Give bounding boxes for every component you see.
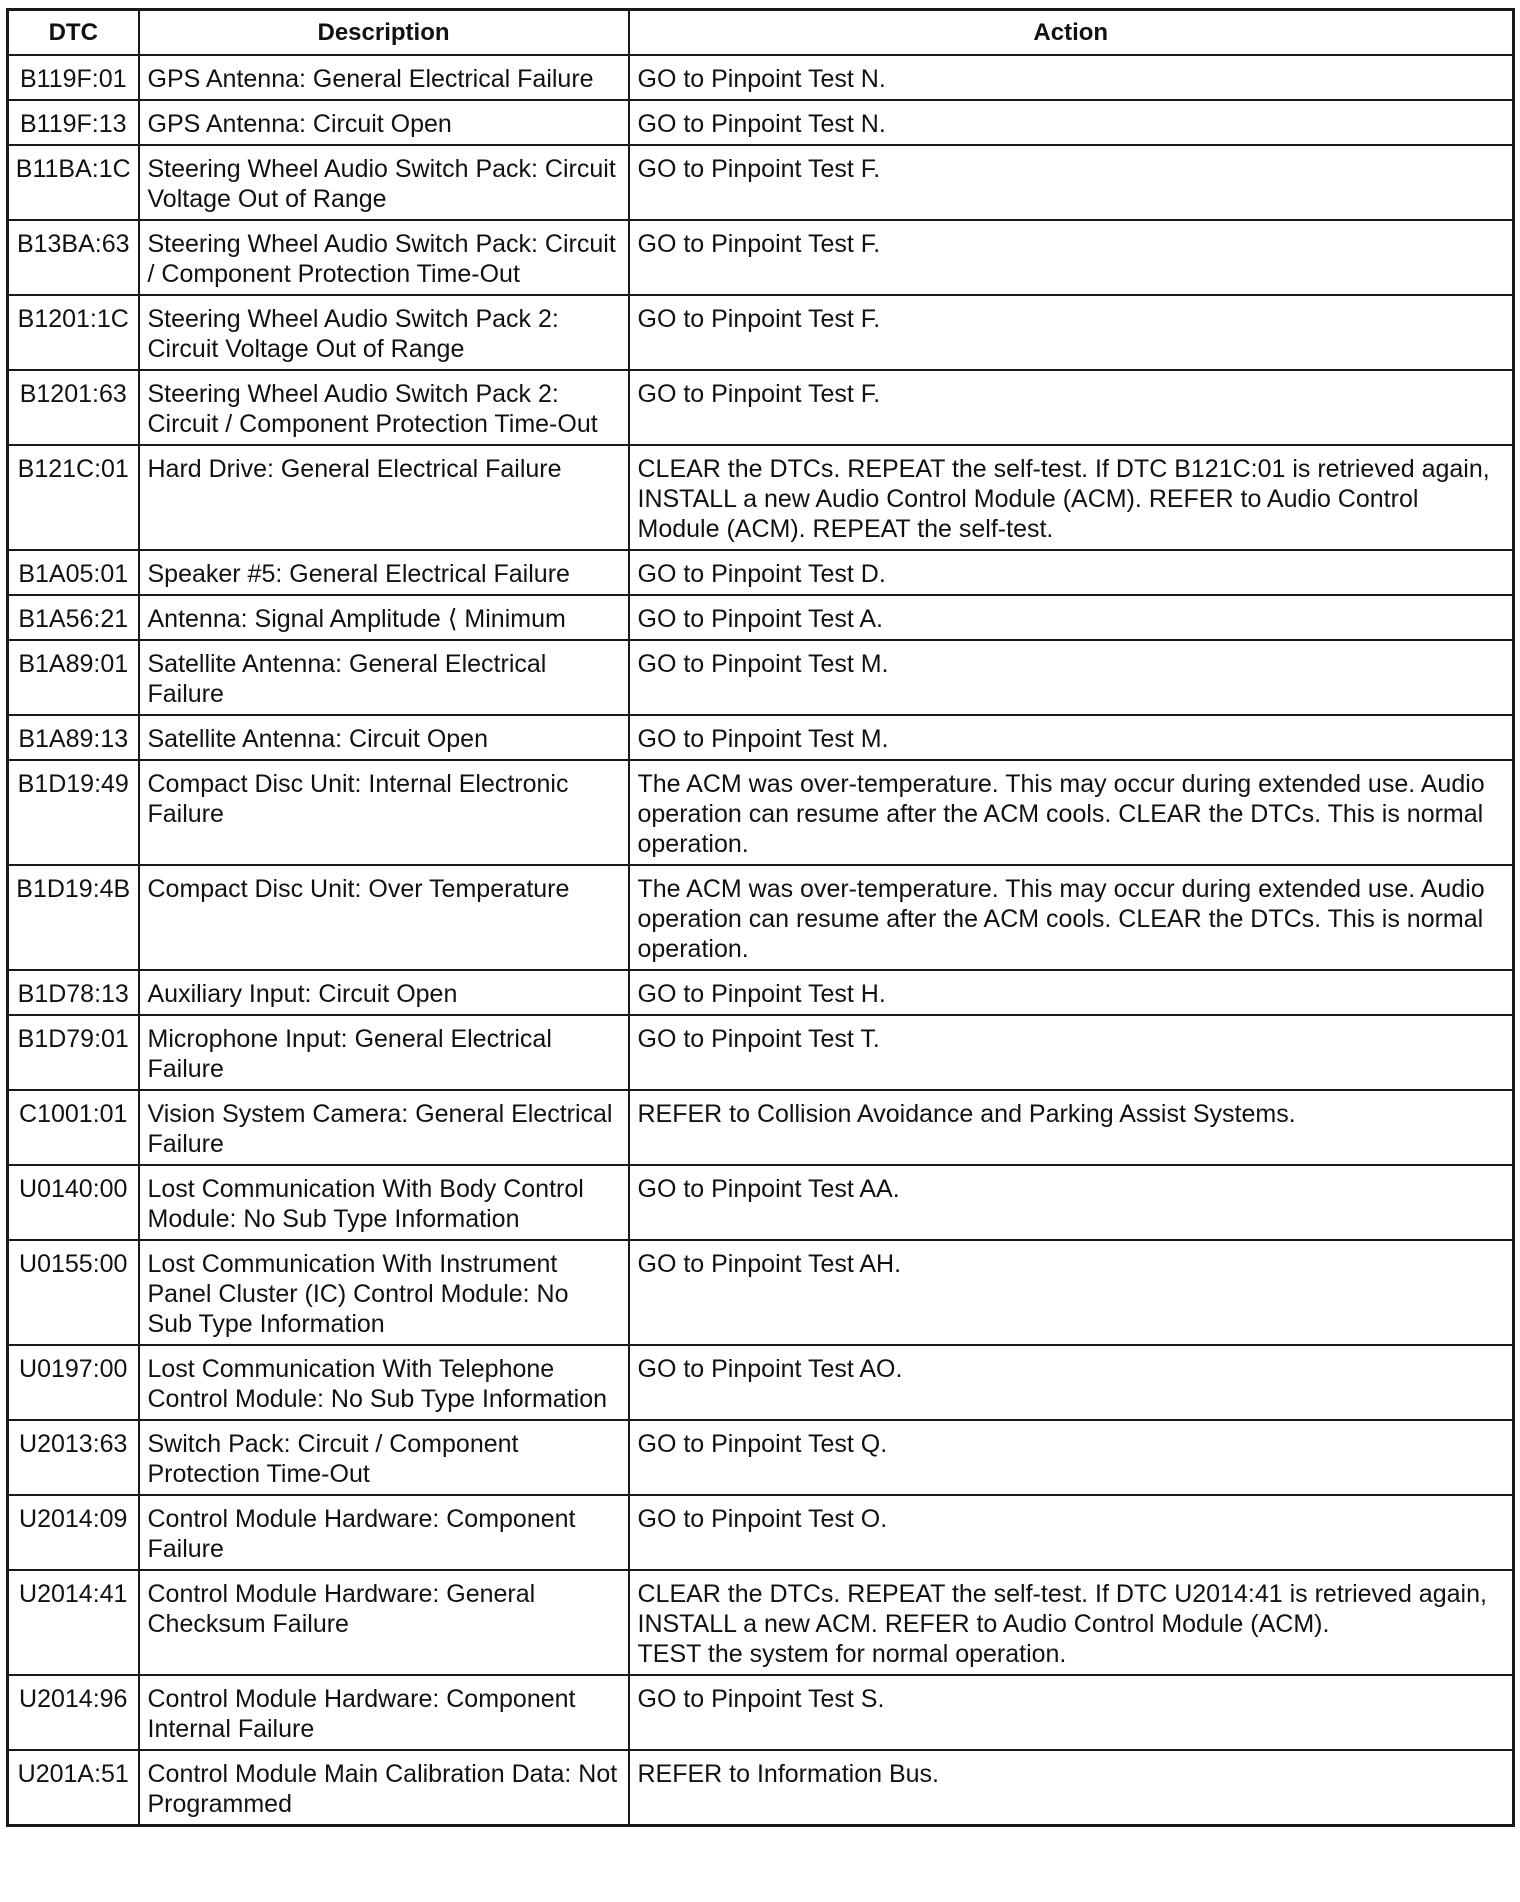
action-text: GO to Pinpoint Test T. — [637, 1025, 880, 1053]
dtc-description: Lost Communication With Telephone Control Module: No Sub Type Information — [139, 1345, 629, 1420]
dtc-code: B1A89:01 — [8, 640, 139, 715]
dtc-action — [629, 295, 1514, 370]
action-text: GO to Pinpoint Test F. — [637, 155, 881, 183]
dtc-code: U2014:96 — [8, 1675, 139, 1750]
dtc-description: Switch Pack: Circuit / Component Protection Time-Out — [139, 1420, 629, 1495]
dtc-description: Control Module Hardware: Component Failure — [139, 1495, 629, 1570]
dtc-code: B1D78:13 — [8, 970, 139, 1015]
dtc-description: Hard Drive: General Electrical Failure — [139, 445, 629, 550]
dtc-action — [629, 1345, 1514, 1420]
action-text: GO to Pinpoint Test AA. — [637, 1175, 900, 1203]
dtc-description: Steering Wheel Audio Switch Pack 2: Circuit / Component Protection Time-Out — [139, 370, 629, 445]
action-text: CLEAR the DTCs. REPEAT the self-test. If DTC B121C:01 is retrieved again, INSTALL a new Audio Control Module (ACM). REFER to Audio Control Module (ACM). REPEAT the self-test. — [637, 455, 1490, 543]
dtc-code: U2013:63 — [8, 1420, 139, 1495]
table-row — [8, 55, 1514, 100]
dtc-description: Vision System Camera: General Electrical Failure — [139, 1090, 629, 1165]
action-text: GO to Pinpoint Test F. — [637, 305, 881, 333]
dtc-description: Satellite Antenna: Circuit Open — [139, 715, 629, 760]
table-row — [8, 1090, 1514, 1165]
table-row — [8, 760, 1514, 865]
dtc-action — [629, 640, 1514, 715]
dtc-code: U201A:51 — [8, 1750, 139, 1826]
table-row — [8, 970, 1514, 1015]
dtc-description: Speaker #5: General Electrical Failure — [139, 550, 629, 595]
action-text: GO to Pinpoint Test S. — [637, 1685, 885, 1713]
dtc-action — [629, 1165, 1514, 1240]
dtc-code: U0197:00 — [8, 1345, 139, 1420]
action-text: The ACM was over-temperature. This may occur during extended use. Audio operation can resume after the ACM cools. CLEAR the DTCs. This is normal operation. — [637, 875, 1485, 963]
action-text: GO to Pinpoint Test M. — [637, 650, 889, 678]
dtc-action — [629, 1570, 1514, 1675]
table-row — [8, 1015, 1514, 1090]
dtc-code: U2014:41 — [8, 1570, 139, 1675]
dtc-code: B1D19:49 — [8, 760, 139, 865]
dtc-description: Antenna: Signal Amplitude ⟨ Minimum — [139, 595, 629, 640]
dtc-code: B119F:13 — [8, 100, 139, 145]
dtc-action — [629, 1015, 1514, 1090]
dtc-action — [629, 970, 1514, 1015]
dtc-description: Lost Communication With Body Control Module: No Sub Type Information — [139, 1165, 629, 1240]
table-row — [8, 640, 1514, 715]
action-text: TEST the system for normal operation. — [637, 1640, 1067, 1668]
table-row — [8, 715, 1514, 760]
action-text: REFER to Information Bus. — [637, 1760, 940, 1788]
action-text: REFER to Collision Avoidance and Parking Assist Systems. — [637, 1100, 1296, 1128]
action-text: GO to Pinpoint Test D. — [637, 560, 886, 588]
action-text: GO to Pinpoint Test M. — [637, 725, 889, 753]
dtc-code: B1D19:4B — [8, 865, 139, 970]
dtc-code: B119F:01 — [8, 55, 139, 100]
header-action: Action — [629, 10, 1514, 56]
dtc-code: U2014:09 — [8, 1495, 139, 1570]
action-text: GO to Pinpoint Test N. — [637, 110, 886, 138]
dtc-description: Steering Wheel Audio Switch Pack 2: Circuit Voltage Out of Range — [139, 295, 629, 370]
dtc-action — [629, 865, 1514, 970]
dtc-description: Satellite Antenna: General Electrical Failure — [139, 640, 629, 715]
dtc-description: Compact Disc Unit: Internal Electronic Failure — [139, 760, 629, 865]
dtc-code: B1A89:13 — [8, 715, 139, 760]
table-row — [8, 370, 1514, 445]
dtc-code: U0140:00 — [8, 1165, 139, 1240]
dtc-action — [629, 55, 1514, 100]
dtc-action — [629, 1675, 1514, 1750]
action-text: GO to Pinpoint Test A. — [637, 605, 884, 633]
dtc-action — [629, 715, 1514, 760]
action-text: GO to Pinpoint Test AO. — [637, 1355, 903, 1383]
action-text: GO to Pinpoint Test H. — [637, 980, 886, 1008]
table-row — [8, 865, 1514, 970]
table-row — [8, 595, 1514, 640]
dtc-code: B121C:01 — [8, 445, 139, 550]
table-row — [8, 550, 1514, 595]
table-row — [8, 1570, 1514, 1675]
dtc-table — [6, 8, 1515, 1827]
dtc-code: B1A56:21 — [8, 595, 139, 640]
header-dtc: DTC — [8, 10, 139, 56]
action-text: GO to Pinpoint Test O. — [637, 1505, 888, 1533]
dtc-description: Control Module Main Calibration Data: Not Programmed — [139, 1750, 629, 1826]
action-text: CLEAR the DTCs. REPEAT the self-test. If DTC U2014:41 is retrieved again, INSTALL a new ACM. REFER to Audio Control Module (ACM). — [637, 1580, 1487, 1638]
dtc-action — [629, 445, 1514, 550]
table-row — [8, 1345, 1514, 1420]
dtc-code: B1201:63 — [8, 370, 139, 445]
action-text: GO to Pinpoint Test N. — [637, 65, 886, 93]
table-row — [8, 220, 1514, 295]
dtc-action — [629, 145, 1514, 220]
action-text: GO to Pinpoint Test Q. — [637, 1430, 888, 1458]
dtc-action — [629, 760, 1514, 865]
table-row — [8, 145, 1514, 220]
dtc-action — [629, 100, 1514, 145]
dtc-description: Lost Communication With Instrument Panel Cluster (IC) Control Module: No Sub Type Information — [139, 1240, 629, 1345]
dtc-description: Control Module Hardware: General Checksum Failure — [139, 1570, 629, 1675]
dtc-description: GPS Antenna: General Electrical Failure — [139, 55, 629, 100]
dtc-action — [629, 220, 1514, 295]
action-text: The ACM was over-temperature. This may occur during extended use. Audio operation can resume after the ACM cools. CLEAR the DTCs. This is normal operation. — [637, 770, 1485, 858]
dtc-code: B11BA:1C — [8, 145, 139, 220]
header-description: Description — [139, 10, 629, 56]
table-row — [8, 1675, 1514, 1750]
dtc-action — [629, 595, 1514, 640]
dtc-code: C1001:01 — [8, 1090, 139, 1165]
dtc-action — [629, 370, 1514, 445]
dtc-description: Microphone Input: General Electrical Failure — [139, 1015, 629, 1090]
dtc-action — [629, 1750, 1514, 1826]
dtc-action — [629, 1420, 1514, 1495]
dtc-description: Steering Wheel Audio Switch Pack: Circuit Voltage Out of Range — [139, 145, 629, 220]
dtc-description: Compact Disc Unit: Over Temperature — [139, 865, 629, 970]
dtc-code: B1201:1C — [8, 295, 139, 370]
dtc-action — [629, 1495, 1514, 1570]
table-row — [8, 1240, 1514, 1345]
action-text: GO to Pinpoint Test F. — [637, 230, 881, 258]
table-row — [8, 295, 1514, 370]
action-text: GO to Pinpoint Test F. — [637, 380, 881, 408]
dtc-description: Steering Wheel Audio Switch Pack: Circuit / Component Protection Time-Out — [139, 220, 629, 295]
table-row — [8, 1165, 1514, 1240]
dtc-code: B1A05:01 — [8, 550, 139, 595]
dtc-code: B13BA:63 — [8, 220, 139, 295]
table-row — [8, 1495, 1514, 1570]
table-row — [8, 1420, 1514, 1495]
dtc-action — [629, 550, 1514, 595]
dtc-code: B1D79:01 — [8, 1015, 139, 1090]
table-header — [8, 10, 1514, 56]
dtc-code: U0155:00 — [8, 1240, 139, 1345]
table-row — [8, 100, 1514, 145]
table-row — [8, 445, 1514, 550]
action-text: GO to Pinpoint Test AH. — [637, 1250, 902, 1278]
table-body — [8, 55, 1514, 1826]
dtc-description: Auxiliary Input: Circuit Open — [139, 970, 629, 1015]
table-row — [8, 1750, 1514, 1826]
dtc-action — [629, 1240, 1514, 1345]
dtc-description: GPS Antenna: Circuit Open — [139, 100, 629, 145]
dtc-action — [629, 1090, 1514, 1165]
dtc-description: Control Module Hardware: Component Internal Failure — [139, 1675, 629, 1750]
header-row — [8, 10, 1514, 56]
